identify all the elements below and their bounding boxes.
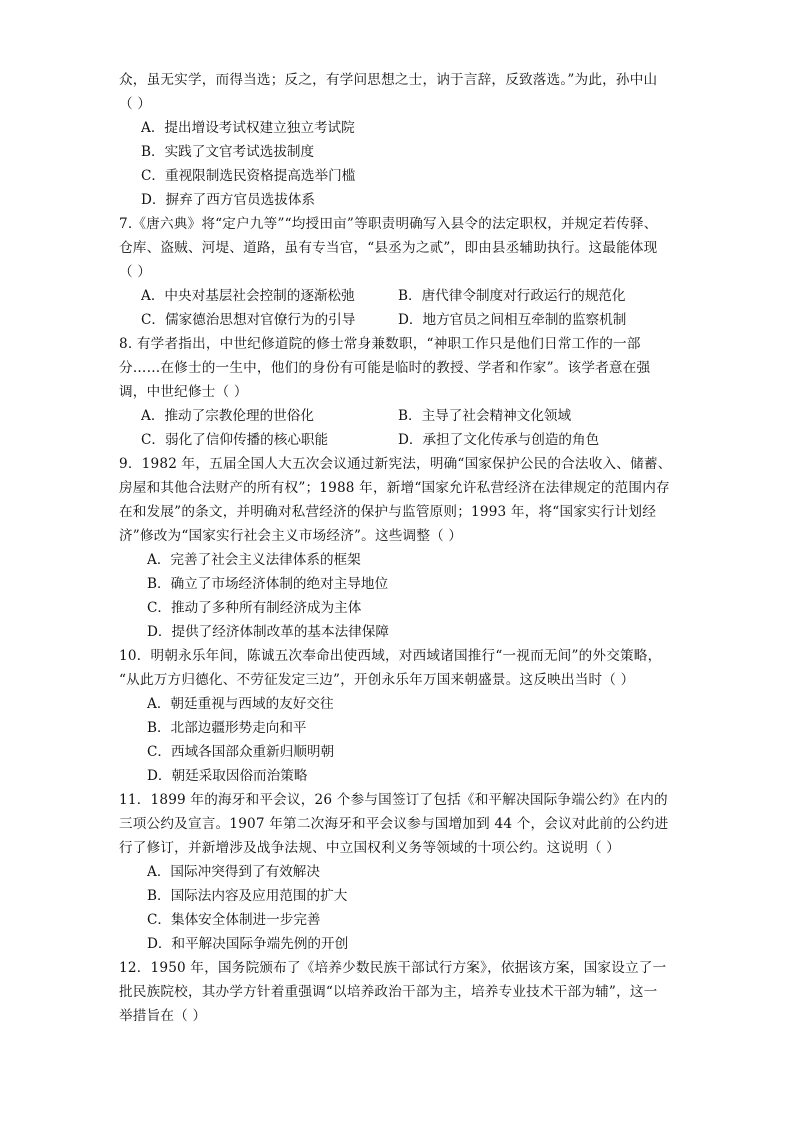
q6-text-line: 众，虽无实学，而得当选；反之，有学问思想之士，讷于言辞，反致落选。”为此，孙中山 — [119, 72, 658, 88]
q8-stem-line: 8. 有学者指出，中世纪修道院的修士常身兼数职，“神职工作只是他们日常工作的一部 — [119, 336, 641, 352]
q10-option-c: C．西域各国部众重新归顺明朝 — [147, 744, 335, 760]
q12-stem-line: 批民族院校，其办学方针着重强调“以培养政治干部为主，培养专业技术干部为辅”，这一 — [119, 984, 658, 1000]
q11-option-a: A．国际冲突得到了有效解决 — [147, 864, 320, 880]
q9-stem-line: 在和发展”的条文，并明确对私营经济的保护与监管原则；1993 年，将“国家实行计划经 — [119, 504, 656, 520]
q7-stem-line: 仓库、盗贼、河堤、道路，虽有专当官，“县丞为之贰”，即由县丞辅助执行。这最能体现 — [119, 240, 658, 256]
q9-option-d: D．提供了经济体制改革的基本法律保障 — [147, 624, 389, 640]
q7-option-d: D．地方官员之间相互牵制的监察机制 — [398, 312, 627, 328]
q9-stem-line: 房屋和其他合法财产的所有权”；1988 年，新增“国家允许私营经济在法律规定的范围内存 — [119, 480, 670, 496]
q11-stem-line: 11．1899 年的海牙和平会议，26 个参与国签订了包括《和平解决国际争端公约》在内的 — [119, 792, 668, 808]
q11-stem-line: 行了修订，并新增涉及战争法规、中立国权利义务等领域的十项公约。这说明（ ） — [119, 840, 621, 856]
q9-option-a: A．完善了社会主义法律体系的框架 — [147, 552, 361, 568]
q6-blank: （ ） — [119, 96, 152, 112]
q10-option-a: A．朝廷重视与西域的友好交往 — [147, 696, 334, 712]
q6-option-d: D．摒弃了西方官员选拔体系 — [141, 192, 316, 208]
q7-option-c: C．儒家德治思想对官僚行为的引导 — [141, 312, 356, 328]
q9-stem-line: 济”修改为“国家实行社会主义市场经济”。这些调整（ ） — [119, 528, 463, 544]
q9-option-c: C．推动了多种所有制经济成为主体 — [147, 600, 362, 616]
q12-stem-line: 举措旨在（ ） — [119, 1008, 207, 1024]
q9-option-b: B．确立了市场经济体制的绝对主导地位 — [147, 576, 389, 592]
q10-option-d: D．朝廷采取因俗而治策略 — [147, 768, 308, 784]
q8-option-d: D．承担了文化传承与创造的角色 — [398, 432, 600, 448]
q8-stem-line: 调，中世纪修士（ ） — [119, 384, 248, 400]
q11-option-c: C．集体安全体制进一步完善 — [147, 912, 321, 928]
q8-stem-line: 分……在修士的一生中，他们的身份有可能是临时的教授、学者和作家”。该学者意在强 — [119, 360, 651, 376]
q11-option-b: B．国际法内容及应用范围的扩大 — [147, 888, 348, 904]
q10-stem-line: “从此万方归德化、不劳征发定三边”，开创永乐年万国来朝盛景。这反映出当时（ ） — [119, 672, 635, 688]
q7-blank: （ ） — [119, 264, 152, 280]
q7-option-a: A．中央对基层社会控制的逐渐松弛 — [141, 288, 355, 304]
q9-stem-line: 9．1982 年，五届全国人大五次会议通过新宪法，明确“国家保护公民的合法收入、储蓄、 — [119, 456, 672, 472]
q8-option-c: C．弱化了信仰传播的核心职能 — [141, 432, 329, 448]
q8-option-b: B．主导了社会精神文化领域 — [398, 408, 572, 424]
q11-stem-line: 三项公约及宣言。1907 年第二次海牙和平会议参与国增加到 44 个，会议对此前的公约进 — [119, 816, 669, 832]
q11-option-d: D．和平解决国际争端先例的开创 — [147, 936, 349, 952]
q6-option-b: B．实践了文官考试选拔制度 — [141, 144, 315, 160]
q8-option-a: A．推动了宗教伦理的世俗化 — [141, 408, 314, 424]
q7-option-b: B．唐代律令制度对行政运行的规范化 — [398, 288, 626, 304]
q10-option-b: B．北部边疆形势走向和平 — [147, 720, 307, 736]
q6-option-a: A．提出增设考试权建立独立考试院 — [141, 120, 355, 136]
q10-stem-line: 10．明朝永乐年间，陈诚五次奉命出使西域，对西域诸国推行“一视而无间”的外交策略， — [119, 648, 662, 664]
q7-stem-line: 7.《唐六典》将“定户九等”“均授田亩”等职责明确写入县令的法定职权，并规定若传驿、 — [119, 216, 658, 232]
q6-option-c: C．重视限制选民资格提高选举门槛 — [141, 168, 356, 184]
q12-stem-line: 12．1950 年，国务院颁布了《培养少数民族干部试行方案》，依据该方案，国家设立了一 — [119, 960, 667, 976]
